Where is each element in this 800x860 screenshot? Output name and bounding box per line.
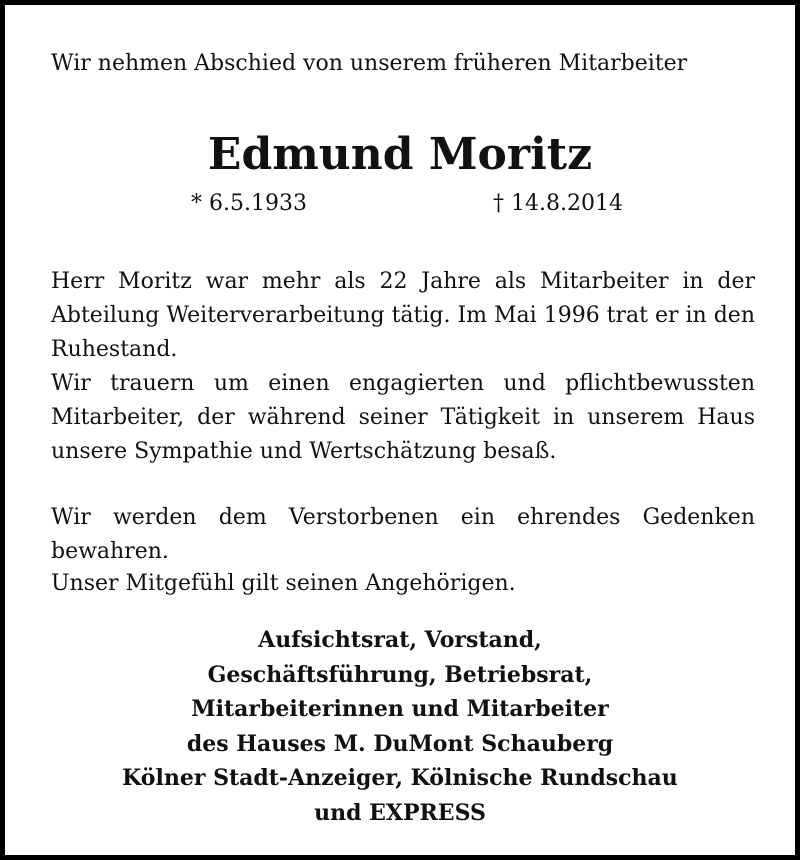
signature-line: Kölner Stadt-Anzeiger, Kölnische Rundschau: [122, 765, 678, 791]
intro-text: Wir nehmen Abschied von unserem früheren Mitarbeiter: [51, 51, 688, 76]
paragraph-condolence: Unser Mitgefühl gilt seinen Angehörigen.: [51, 571, 516, 596]
signature-block: [5, 623, 795, 830]
deceased-name: Edmund Moritz: [207, 129, 593, 180]
signature-line: des Hauses M. DuMont Schauberg: [186, 730, 614, 757]
signature-line: Aufsichtsrat, Vorstand,: [258, 627, 542, 653]
signature-line: und EXPRESS: [314, 799, 486, 826]
death-date: † 14.8.2014: [493, 191, 623, 216]
paragraph-career: Herr Moritz war mehr als 22 Jahre als Mitarbeiter in der Abteilung Weiterverarbeitung tätig. Im Mai 1996 trat er in den Ruhestand.: [51, 269, 755, 362]
paragraph-remembrance: Wir werden dem Verstorbenen ein ehrendes Gedenken bewahren.: [51, 505, 755, 564]
birth-date: * 6.5.1933: [191, 191, 307, 216]
signature-line: Geschäftsführung, Betriebsrat,: [207, 661, 593, 688]
paragraph-mourning: Wir trauern um einen engagierten und pflichtbewussten Mitarbeiter, der während seiner Tätigkeit in unserem Haus unsere Sympathie und Wertschätzung besaß.: [51, 371, 755, 464]
signature-line: Mitarbeiterinnen und Mitarbeiter: [191, 696, 609, 722]
